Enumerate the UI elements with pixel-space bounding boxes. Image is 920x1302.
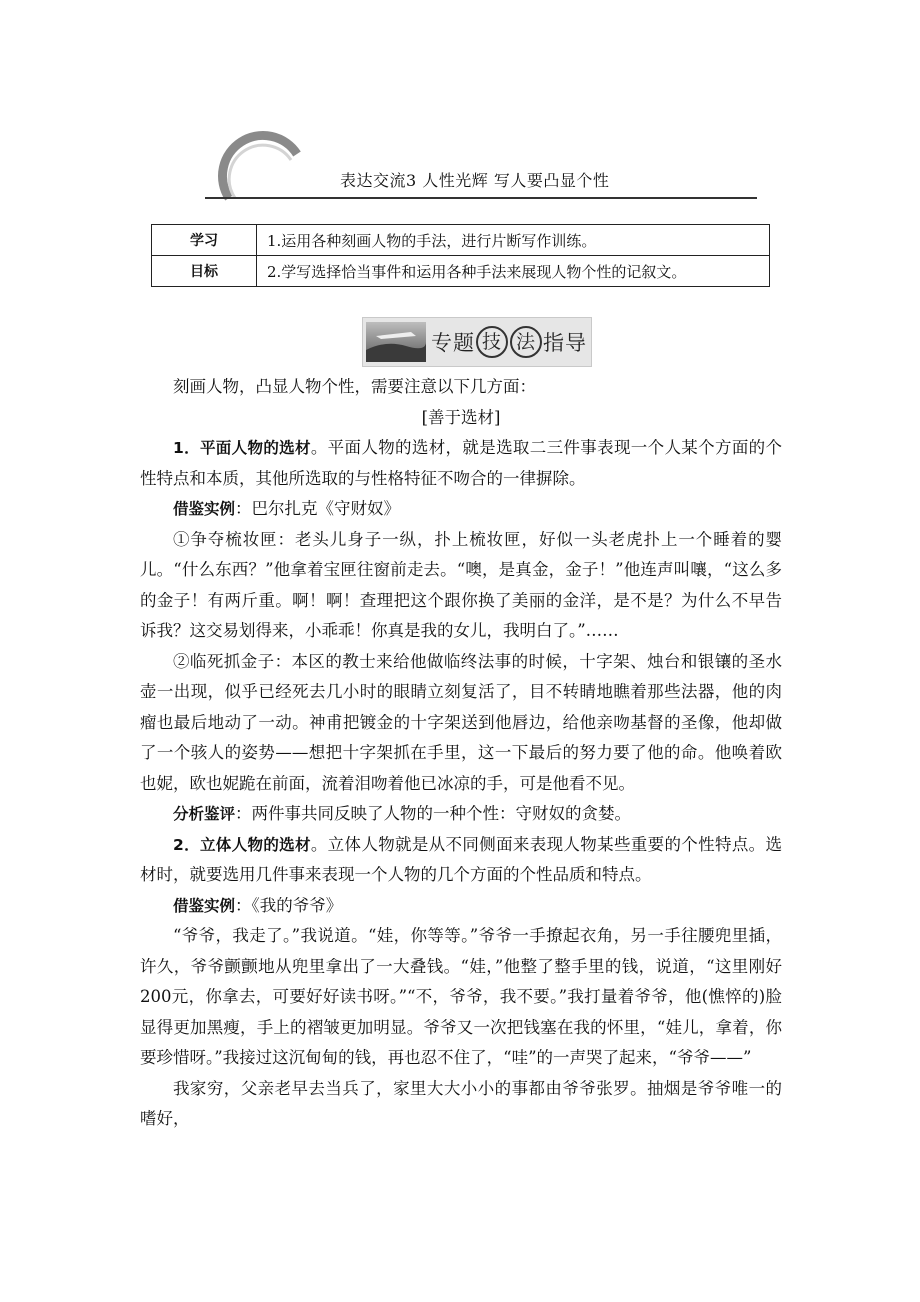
- arc-decoration-icon: [205, 130, 315, 205]
- analysis-paragraph: [140, 799, 782, 830]
- section-heading: [善于选材]: [421, 407, 501, 427]
- intro-paragraph: 刻画人物，凸显人物个性，需要注意以下几方面：: [173, 377, 536, 396]
- analysis-text: ：两件事共同反映了人物的一种个性：守财奴的贪婪。: [235, 804, 632, 823]
- goal-label-top: 学习: [152, 225, 257, 256]
- example-2-label: 借鉴实例: [173, 896, 236, 915]
- chapter-title: 表达交流3 人性光辉 写人要凸显个性: [340, 171, 610, 190]
- point-1-text: 。平面人物的选材，就是选取二三件事表现一个人某个方面的个性特点和本质，其他所选取的与性格特征不吻合的一律摒除。: [140, 438, 782, 488]
- point-1-heading: 1．平面人物的选材: [173, 439, 311, 457]
- example-1-passage-1: ①争夺梳妆匣：老头儿身子一纵，扑上梳妆匣，好似一头老虎扑上一个睡着的婴儿。“什么东西？”他拿着宝匣往窗前走去。“噢，是真金，金子！”他连声叫嚷，“这么多的金子！有两斤重。啊！啊！查理把这个跟你换了美丽的金洋，是不是？为什么不早告诉我？这交易划得来，小乖乖！你真是我的女儿，我明白了。”……: [140, 529, 782, 640]
- example-1-passage-2: ②临死抓金子：本区的教士来给他做临终法事的时候，十字架、烛台和银镶的圣水壶一出现，似乎已经死去几小时的眼睛立刻复活了，目不转睛地瞧着那些法器，他的肉瘤也最后地动了一动。神甫把镀金的十字架送到他唇边，给他亲吻基督的圣像，他却做了一个骇人的姿势——想把十字架抓在手里，这一下最后的努力要了他的命。他唤着欧也妮，欧也妮跪在前面，流着泪吻着他已冰凉的手，可是他看不见。: [140, 651, 782, 793]
- example-1-source: [140, 494, 782, 525]
- example-1-title: ：巴尔扎克《守财奴》: [235, 499, 401, 518]
- article-body: [140, 372, 782, 1135]
- banner-title: [431, 327, 587, 360]
- goal-item-1: 1.运用各种刻画人物的手法，进行片断写作训练。: [257, 225, 770, 256]
- analysis-label: 分析鉴评: [173, 805, 236, 823]
- table-row: [152, 225, 770, 256]
- goal-label-bottom: 目标: [152, 256, 257, 287]
- banner-part2: 指导: [543, 331, 587, 355]
- point-2-paragraph: [140, 830, 782, 891]
- table-row: [152, 256, 770, 287]
- learning-goals-table: [151, 224, 770, 287]
- example-2-passage-2: 我家穷，父亲老早去当兵了，家里大大小小的事都由爷爷张罗。抽烟是爷爷唯一的嗜好，: [140, 1078, 782, 1128]
- header-divider: [205, 197, 757, 199]
- banner-circle-2: 法: [510, 326, 542, 358]
- point-2-heading: 2．立体人物的选材: [173, 835, 311, 854]
- banner-image-icon: [366, 322, 426, 362]
- goal-item-2: 2.学写选择恰当事件和运用各种手法来展现人物个性的记叙文。: [257, 256, 770, 287]
- example-2-source: [140, 891, 782, 922]
- section-banner: [362, 317, 592, 367]
- example-2-passage-1: “爷爷，我走了。”我说道。“娃，你等等。”爷爷一手撩起衣角，另一手往腰兜里插，许久，爷爷颤颤地从兜里拿出了一大叠钱。“娃，”他整了整手里的钱，说道，“这里刚好200元，你拿去，可要好好读书呀。”“不，爷爷，我不要。”我打量着爷爷，他(憔悴的)脸显得更加黑瘦，手上的褶皱更加明显。爷爷又一次把钱塞在我的怀里，“娃儿，拿着，你要珍惜呀。”我接过这沉甸甸的钱，再也忍不住了，“哇”的一声哭了起来，“爷爷——”: [140, 926, 782, 1067]
- point-2-text: 。立体人物就是从不同侧面来表现人物某些重要的个性特点。选材时，就要选用几件事来表现一个人物的几个方面的个性品质和特点。: [140, 834, 782, 884]
- banner-circle-1: 技: [476, 326, 508, 358]
- example-2-title: ：《我的爷爷》: [235, 895, 343, 915]
- banner-part1: 专题: [431, 331, 475, 355]
- example-1-label: 借鉴实例: [173, 500, 236, 518]
- chapter-header: [205, 130, 757, 205]
- point-1-paragraph: [140, 433, 782, 494]
